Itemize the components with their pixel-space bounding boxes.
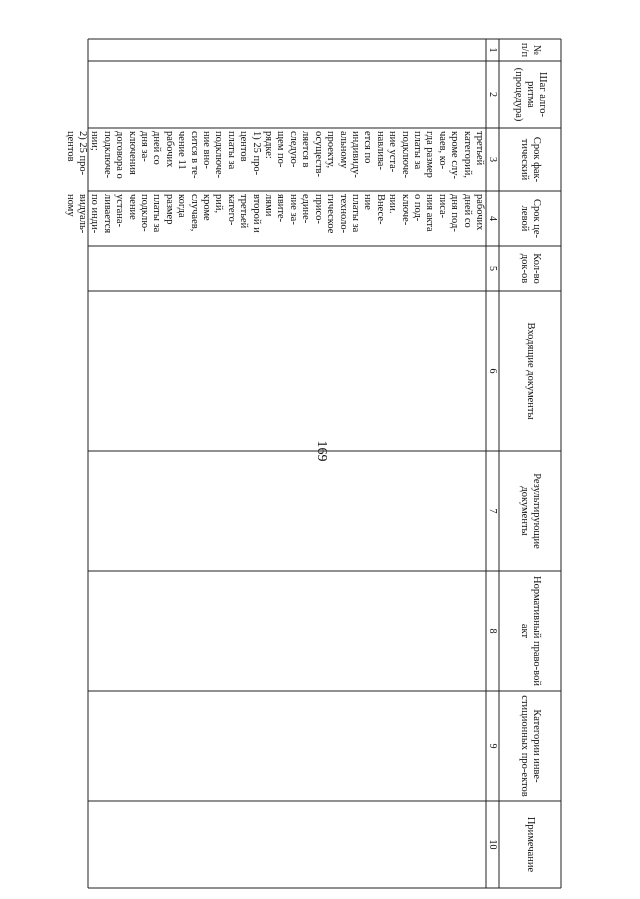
header-target-term: Срок це-левой	[519, 198, 542, 238]
header-legal-act: Нормативный право-вой акт	[519, 576, 542, 686]
column-number-7: 7	[487, 508, 498, 514]
header-actual-term: Срок фак-тический	[519, 136, 542, 183]
header-number: № п/п	[519, 42, 542, 58]
page-number: 169	[314, 440, 329, 462]
column-number-10: 10	[487, 839, 498, 850]
column-number-4: 4	[487, 216, 498, 221]
column-number-2: 2	[487, 92, 498, 97]
header-doc-count: Кол-во док-ов	[519, 253, 542, 284]
column-number-8: 8	[487, 628, 498, 634]
column-number-1: 1	[487, 47, 498, 53]
rotated-table	[64, 39, 561, 888]
column-number-5: 5	[487, 266, 498, 271]
header-project-categories: Категории инве-стиционных про-ектов	[519, 695, 542, 797]
column-number-3: 3	[487, 157, 498, 162]
header-result-docs: Результирующие документы	[519, 473, 542, 549]
header-algorithm-step: Шаг алго-ритма (процедура)	[513, 67, 548, 122]
header-incoming-docs: Входящие документы	[525, 322, 536, 420]
cell-target-term-text: рабочих дней со дня под- писа- ния акта о под- ключе- нии. Внесе- ние платы за техноло- гическое присо- едине- ние за- явите- лями второй и третьей катего- рий, кроме случаев, когда размер платы за подклю- чение устана- ливается по инди- видуаль- ному	[64, 194, 485, 234]
header-note: Примечание	[525, 816, 536, 873]
cell-actual-term-text: третьей категорий, кроме слу- чаев, ко- гда размер платы за подключе- ние уста- навлива- ется по индивиду- альному проекту, осуществ- ляется в следую- щем по- рядке: 1) 25 про- центов платы за подключе- ние вно- сится в те- чение 11 рабочих дней со дня за- ключения договора о подключе- нии; 2) 25 про- центов	[64, 131, 485, 179]
column-number-9: 9	[487, 743, 498, 749]
column-number-6: 6	[487, 368, 498, 374]
